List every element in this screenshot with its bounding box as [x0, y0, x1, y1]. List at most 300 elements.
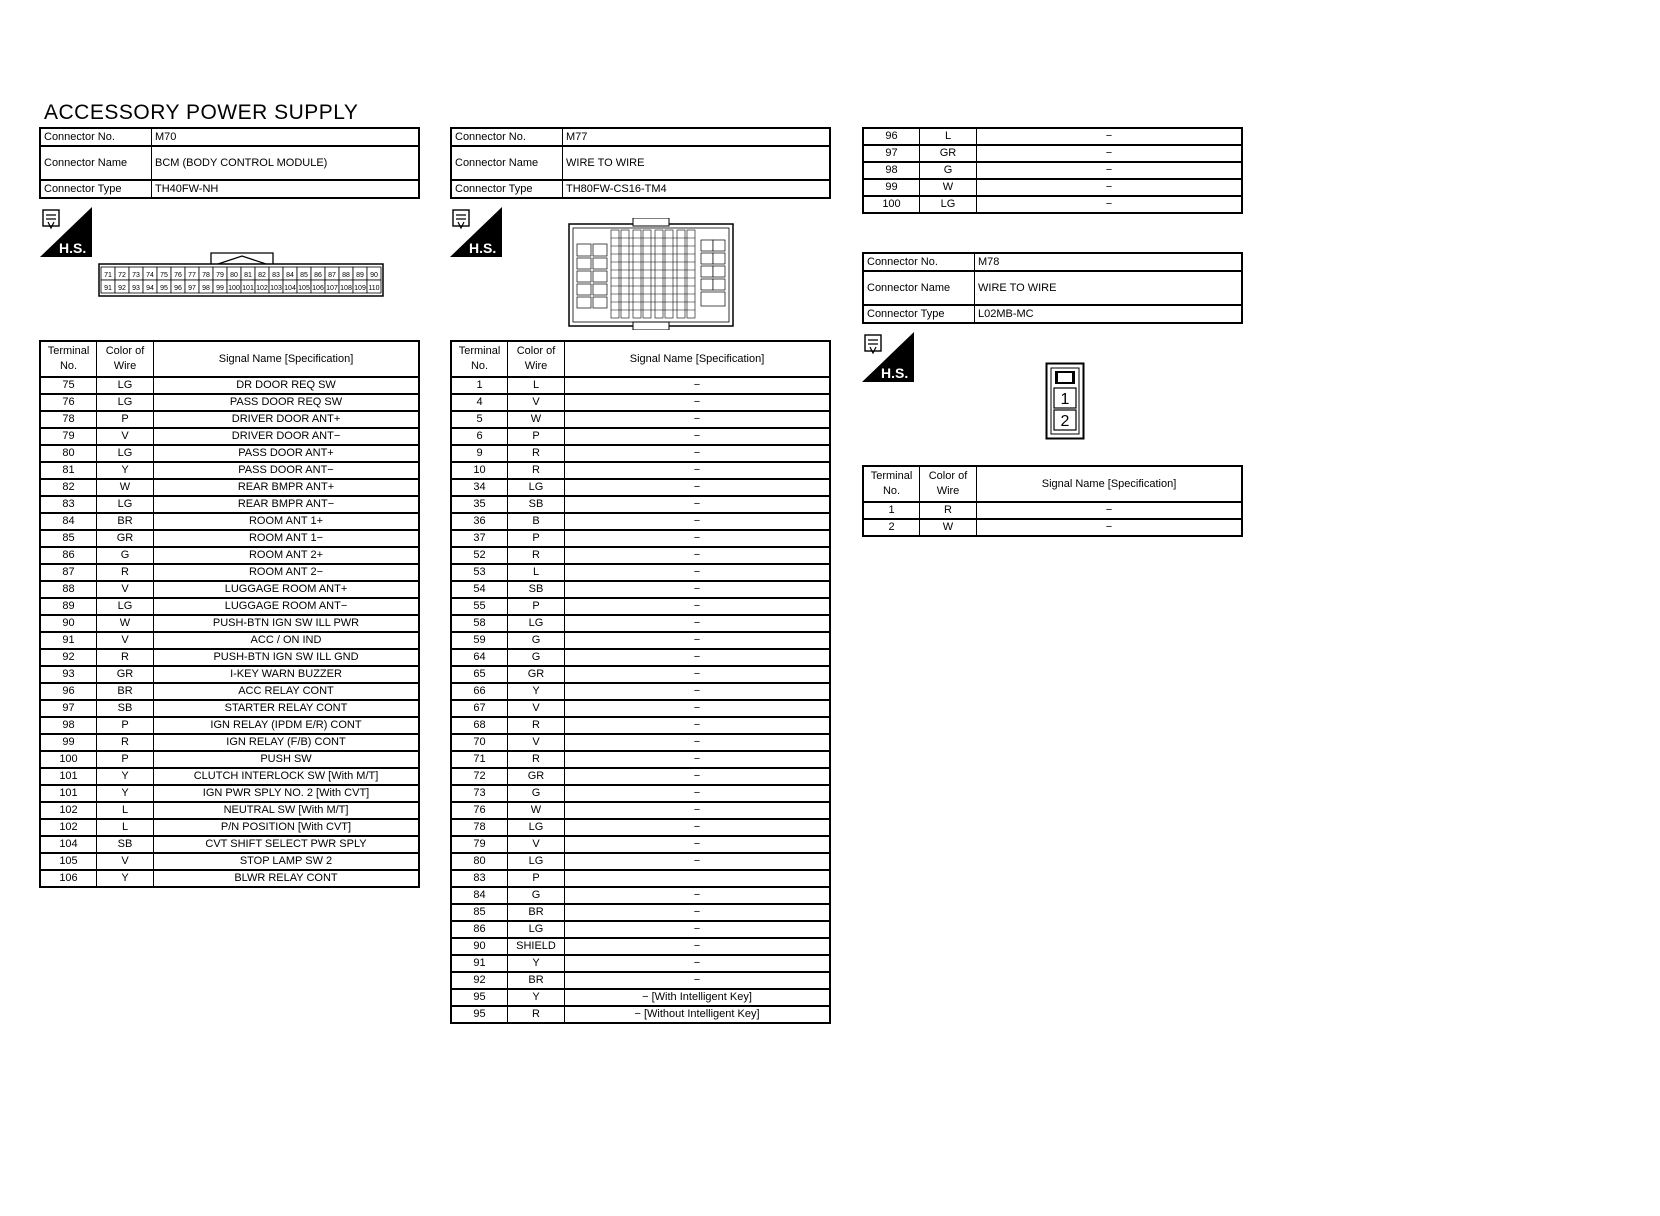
connector-pin-label: 98	[202, 285, 210, 292]
signal-name-cell: −	[565, 377, 831, 394]
signal-name-cell: NEUTRAL SW [With M/T]	[154, 802, 420, 819]
table-row	[451, 955, 830, 972]
table-row	[863, 502, 1242, 519]
terminal-no-cell: 37	[451, 530, 508, 547]
wire-color-cell: R	[508, 547, 565, 564]
table-row	[451, 394, 830, 411]
terminal-no-cell: 97	[863, 145, 920, 162]
connector-pin-label: 101	[242, 285, 254, 292]
table-row	[40, 530, 419, 547]
terminal-no-cell: 84	[451, 887, 508, 904]
signal-name-cell: −	[565, 972, 831, 989]
signal-name-header: Signal Name [Specification]	[565, 341, 831, 377]
table-row	[40, 462, 419, 479]
connector-name-label: Connector Name	[863, 271, 975, 305]
wire-color-cell: R	[508, 751, 565, 768]
table-row	[40, 734, 419, 751]
table-row	[451, 530, 830, 547]
signal-name-cell: DRIVER DOOR ANT+	[154, 411, 420, 428]
terminal-no-cell: 36	[451, 513, 508, 530]
m70-pin-rows	[40, 377, 419, 887]
table-row	[451, 649, 830, 666]
terminal-no-cell: 98	[863, 162, 920, 179]
signal-name-cell: REAR BMPR ANT−	[154, 496, 420, 513]
table-row	[863, 179, 1242, 196]
table-row	[451, 921, 830, 938]
wire-color-cell: W	[920, 179, 977, 196]
wire-color-cell: V	[508, 734, 565, 751]
wire-color-cell: P	[508, 870, 565, 887]
signal-name-cell: −	[565, 700, 831, 717]
connector-pin-label: 91	[104, 285, 112, 292]
signal-name-cell: PUSH-BTN IGN SW ILL GND	[154, 649, 420, 666]
table-row	[451, 377, 830, 394]
connector-type-value: TH40FW-NH	[152, 180, 420, 198]
signal-name-cell: −	[565, 921, 831, 938]
connector-pin-label: 92	[118, 285, 126, 292]
table-row	[451, 632, 830, 649]
wire-color-cell: R	[97, 564, 154, 581]
wire-color-cell: R	[508, 717, 565, 734]
connector-name-value: WIRE TO WIRE	[975, 271, 1243, 305]
table-row	[40, 394, 419, 411]
signal-name-cell: REAR BMPR ANT+	[154, 479, 420, 496]
terminal-no-cell: 54	[451, 581, 508, 598]
terminal-no-cell: 1	[451, 377, 508, 394]
table-row	[40, 683, 419, 700]
connector-pin-label: 81	[244, 272, 252, 279]
wire-color-cell: L	[97, 802, 154, 819]
wire-color-cell: V	[97, 581, 154, 598]
hs-text: H.S.	[59, 240, 87, 256]
terminal-no-cell: 4	[451, 394, 508, 411]
wire-color-cell: GR	[97, 530, 154, 547]
signal-name-cell: −	[565, 938, 831, 955]
table-row	[40, 836, 419, 853]
wire-color-cell: Y	[97, 768, 154, 785]
terminal-no-cell: 34	[451, 479, 508, 496]
connector-type-value: TH80FW-CS16-TM4	[563, 180, 831, 198]
m70-connector-info	[39, 127, 420, 199]
wire-color-cell: V	[97, 853, 154, 870]
m77-connector-info	[450, 127, 831, 199]
signal-name-cell: −	[565, 411, 831, 428]
signal-name-cell: −	[565, 768, 831, 785]
signal-name-cell: ROOM ANT 1−	[154, 530, 420, 547]
connector-name-label: Connector Name	[40, 146, 152, 180]
wire-color-cell: W	[920, 519, 977, 536]
signal-name-cell: −	[565, 904, 831, 921]
terminal-no-cell: 75	[40, 377, 97, 394]
terminal-no-cell: 78	[451, 819, 508, 836]
table-row	[451, 462, 830, 479]
table-row	[451, 972, 830, 989]
connector-pin-label: 106	[312, 285, 324, 292]
terminal-no-cell: 1	[863, 502, 920, 519]
signal-name-header: Signal Name [Specification]	[154, 341, 420, 377]
signal-name-cell: P/N POSITION [With CVT]	[154, 819, 420, 836]
connector-pin-label: 105	[298, 285, 310, 292]
table-row	[451, 581, 830, 598]
connector-pin-label: 97	[188, 285, 196, 292]
wire-color-cell: LG	[508, 853, 565, 870]
wire-color-cell: P	[508, 428, 565, 445]
connector-pin-label: 99	[216, 285, 224, 292]
wire-color-cell: BR	[97, 683, 154, 700]
color-of-wire-header: Color of Wire	[97, 341, 154, 377]
m78-pin-label-1: 1	[1060, 391, 1070, 408]
terminal-no-cell: 95	[451, 989, 508, 1006]
table-row	[451, 751, 830, 768]
terminal-no-cell: 96	[863, 128, 920, 145]
table-row	[863, 162, 1242, 179]
terminal-no-cell: 98	[40, 717, 97, 734]
terminal-no-cell: 72	[451, 768, 508, 785]
signal-name-cell: −	[565, 445, 831, 462]
terminal-no-cell: 96	[40, 683, 97, 700]
terminal-no-cell: 100	[863, 196, 920, 213]
table-row	[451, 564, 830, 581]
terminal-no-cell: 71	[451, 751, 508, 768]
terminal-no-cell: 80	[451, 853, 508, 870]
table-row	[451, 615, 830, 632]
table-row	[40, 632, 419, 649]
terminal-no-cell: 35	[451, 496, 508, 513]
table-row	[863, 519, 1242, 536]
terminal-no-cell: 65	[451, 666, 508, 683]
wire-color-cell: L	[508, 377, 565, 394]
connector-pin-label: 73	[132, 272, 140, 279]
terminal-no-cell: 106	[40, 870, 97, 887]
terminal-no-cell: 99	[40, 734, 97, 751]
terminal-no-cell: 95	[451, 1006, 508, 1023]
m77-pin-table	[450, 340, 831, 1024]
wire-color-cell: Y	[508, 683, 565, 700]
signal-name-cell: −	[565, 751, 831, 768]
color-of-wire-header: Color of Wire	[508, 341, 565, 377]
connector-no-value: M78	[975, 253, 1243, 271]
wire-color-cell: Y	[97, 870, 154, 887]
signal-name-cell: −	[565, 836, 831, 853]
terminal-no-cell: 97	[40, 700, 97, 717]
wire-color-cell: L	[508, 564, 565, 581]
signal-name-cell: IGN RELAY (IPDM E/R) CONT	[154, 717, 420, 734]
signal-name-cell: LUGGAGE ROOM ANT+	[154, 581, 420, 598]
terminal-no-cell: 67	[451, 700, 508, 717]
signal-name-cell: −	[565, 428, 831, 445]
table-row	[451, 734, 830, 751]
wire-color-cell: G	[97, 547, 154, 564]
signal-name-cell: −	[977, 179, 1243, 196]
wire-color-cell: V	[97, 428, 154, 445]
wire-color-cell: GR	[508, 768, 565, 785]
connector-pin-label: 103	[270, 285, 282, 292]
terminal-no-cell: 85	[451, 904, 508, 921]
connector-pin-label: 87	[328, 272, 336, 279]
connector-no-value: M77	[563, 128, 831, 146]
table-row	[451, 819, 830, 836]
connector-pin-label: 95	[160, 285, 168, 292]
table-row	[451, 547, 830, 564]
wire-color-cell: V	[508, 394, 565, 411]
connector-no-label: Connector No.	[40, 128, 152, 146]
terminal-no-cell: 90	[40, 615, 97, 632]
terminal-no-cell: 70	[451, 734, 508, 751]
signal-name-cell: ACC / ON IND	[154, 632, 420, 649]
wire-color-cell: GR	[920, 145, 977, 162]
connector-pin-label: 77	[188, 272, 196, 279]
terminal-no-header: Terminal No.	[40, 341, 97, 377]
hs-text: H.S.	[881, 365, 909, 381]
wire-color-cell: P	[97, 717, 154, 734]
signal-name-cell: −	[565, 615, 831, 632]
wire-color-cell: V	[508, 836, 565, 853]
signal-name-cell: −	[565, 581, 831, 598]
connector-pin-label: 71	[104, 272, 112, 279]
signal-name-cell: −	[565, 530, 831, 547]
connector-pin-label: 107	[326, 285, 338, 292]
signal-name-cell: −	[565, 853, 831, 870]
signal-name-cell: −	[565, 802, 831, 819]
table-row	[40, 649, 419, 666]
table-row	[40, 870, 419, 887]
signal-name-cell: −	[565, 683, 831, 700]
wire-color-cell: G	[920, 162, 977, 179]
terminal-no-cell: 89	[40, 598, 97, 615]
signal-name-cell: ROOM ANT 1+	[154, 513, 420, 530]
terminal-no-cell: 105	[40, 853, 97, 870]
connector-pin-label: 102	[256, 285, 268, 292]
connector-pin-label: 85	[300, 272, 308, 279]
terminal-no-cell: 91	[451, 955, 508, 972]
connector-pin-label: 83	[272, 272, 280, 279]
wire-color-cell: LG	[97, 598, 154, 615]
table-row	[863, 128, 1242, 145]
signal-name-cell: −	[565, 819, 831, 836]
wire-color-cell: R	[920, 502, 977, 519]
terminal-no-cell: 5	[451, 411, 508, 428]
wire-color-cell: LG	[97, 377, 154, 394]
table-row	[40, 496, 419, 513]
wire-color-cell: LG	[508, 479, 565, 496]
wire-color-cell: LG	[97, 496, 154, 513]
table-row	[40, 598, 419, 615]
terminal-no-cell: 88	[40, 581, 97, 598]
connector-name-value: WIRE TO WIRE	[563, 146, 831, 180]
table-row	[451, 768, 830, 785]
connector-pin-label: 96	[174, 285, 182, 292]
wire-color-cell: V	[97, 632, 154, 649]
connector-pin-label: 75	[160, 272, 168, 279]
wire-color-cell: G	[508, 785, 565, 802]
signal-name-cell: −	[565, 479, 831, 496]
wire-color-cell: W	[97, 479, 154, 496]
wire-color-cell: BR	[97, 513, 154, 530]
table-row	[40, 445, 419, 462]
table-row	[451, 785, 830, 802]
connector-pin-label: 82	[258, 272, 266, 279]
wire-color-cell: G	[508, 649, 565, 666]
terminal-no-cell: 52	[451, 547, 508, 564]
terminal-no-cell: 81	[40, 462, 97, 479]
connector-pin-label: 76	[174, 272, 182, 279]
connector-pin-label: 93	[132, 285, 140, 292]
table-row	[451, 598, 830, 615]
signal-name-cell: −	[565, 394, 831, 411]
connector-pin-label: 88	[342, 272, 350, 279]
wire-color-cell: W	[508, 411, 565, 428]
signal-name-cell	[565, 870, 831, 887]
signal-name-cell: −	[565, 462, 831, 479]
connector-pin-label: 78	[202, 272, 210, 279]
signal-name-cell: STOP LAMP SW 2	[154, 853, 420, 870]
connector-pin-label: 94	[146, 285, 154, 292]
signal-name-cell: −	[977, 128, 1243, 145]
signal-name-cell: −	[565, 887, 831, 904]
table-row	[40, 513, 419, 530]
wire-color-cell: Y	[508, 955, 565, 972]
m78-pin-table	[862, 465, 1243, 537]
connector-pin-label: 100	[228, 285, 240, 292]
wire-color-cell: P	[508, 598, 565, 615]
wire-color-cell: P	[97, 411, 154, 428]
signal-name-cell: STARTER RELAY CONT	[154, 700, 420, 717]
wire-color-cell: P	[97, 751, 154, 768]
table-row	[451, 700, 830, 717]
wire-color-cell: P	[508, 530, 565, 547]
wire-color-cell: SHIELD	[508, 938, 565, 955]
m77-continued-pin-rows	[863, 128, 1242, 213]
terminal-no-cell: 82	[40, 479, 97, 496]
connector-type-label: Connector Type	[40, 180, 152, 198]
connector-type-label: Connector Type	[863, 305, 975, 323]
terminal-no-cell: 79	[451, 836, 508, 853]
signal-name-cell: −	[565, 734, 831, 751]
harness-side-icon	[450, 207, 502, 257]
wire-color-cell: SB	[508, 581, 565, 598]
wire-color-cell: B	[508, 513, 565, 530]
connector-pin-label: 109	[354, 285, 366, 292]
wire-color-cell: SB	[97, 836, 154, 853]
table-row	[451, 887, 830, 904]
signal-name-cell: PUSH SW	[154, 751, 420, 768]
wire-color-cell: Y	[97, 785, 154, 802]
terminal-no-cell: 79	[40, 428, 97, 445]
signal-name-cell: LUGGAGE ROOM ANT−	[154, 598, 420, 615]
wire-color-cell: W	[508, 802, 565, 819]
terminal-no-cell: 76	[451, 802, 508, 819]
table-row	[863, 145, 1242, 162]
wire-color-cell: LG	[508, 819, 565, 836]
table-row	[451, 666, 830, 683]
terminal-no-cell: 84	[40, 513, 97, 530]
wire-color-cell: W	[97, 615, 154, 632]
table-row	[40, 785, 419, 802]
m78-pin-label-2: 2	[1060, 413, 1070, 430]
connector-type-value: L02MB-MC	[975, 305, 1243, 323]
table-row	[40, 700, 419, 717]
wire-color-cell: GR	[508, 666, 565, 683]
terminal-no-cell: 100	[40, 751, 97, 768]
terminal-no-cell: 93	[40, 666, 97, 683]
connector-pin-label: 90	[370, 272, 378, 279]
m78-connector-info	[862, 252, 1243, 324]
table-row	[451, 836, 830, 853]
signal-name-cell: −	[977, 519, 1243, 536]
signal-name-cell: −	[977, 162, 1243, 179]
terminal-no-cell: 2	[863, 519, 920, 536]
table-row	[40, 411, 419, 428]
signal-name-cell: PASS DOOR ANT−	[154, 462, 420, 479]
signal-name-cell: ROOM ANT 2−	[154, 564, 420, 581]
signal-name-cell: DRIVER DOOR ANT−	[154, 428, 420, 445]
terminal-no-cell: 102	[40, 819, 97, 836]
terminal-no-cell: 9	[451, 445, 508, 462]
wire-color-cell: R	[508, 445, 565, 462]
terminal-no-cell: 73	[451, 785, 508, 802]
connector-pin-label: 108	[340, 285, 352, 292]
signal-name-cell: −	[565, 598, 831, 615]
signal-name-cell: −	[977, 502, 1243, 519]
connector-pin-label: 72	[118, 272, 126, 279]
table-row	[40, 581, 419, 598]
wire-color-cell: GR	[97, 666, 154, 683]
table-row	[40, 479, 419, 496]
signal-name-cell: −	[977, 145, 1243, 162]
table-row	[40, 819, 419, 836]
terminal-no-cell: 101	[40, 785, 97, 802]
terminal-no-cell: 85	[40, 530, 97, 547]
signal-name-cell: −	[565, 513, 831, 530]
signal-name-cell: PASS DOOR ANT+	[154, 445, 420, 462]
wire-color-cell: BR	[508, 904, 565, 921]
connector-name-label: Connector Name	[451, 146, 563, 180]
signal-name-cell: −	[565, 632, 831, 649]
terminal-no-cell: 102	[40, 802, 97, 819]
signal-name-cell: −	[565, 649, 831, 666]
table-row	[451, 717, 830, 734]
signal-name-cell: − [Without Intelligent Key]	[565, 1006, 831, 1023]
terminal-no-cell: 10	[451, 462, 508, 479]
signal-name-cell: −	[565, 785, 831, 802]
table-row	[451, 411, 830, 428]
terminal-no-cell: 55	[451, 598, 508, 615]
table-row	[40, 666, 419, 683]
signal-name-cell: ACC RELAY CONT	[154, 683, 420, 700]
wire-color-cell: R	[508, 1006, 565, 1023]
table-row	[863, 196, 1242, 213]
terminal-no-cell: 86	[451, 921, 508, 938]
wire-color-cell: R	[97, 734, 154, 751]
connector-pin-label: 89	[356, 272, 364, 279]
page-title: ACCESSORY POWER SUPPLY	[44, 101, 359, 124]
signal-name-cell: ROOM ANT 2+	[154, 547, 420, 564]
wire-color-cell: LG	[508, 921, 565, 938]
signal-name-cell: −	[565, 547, 831, 564]
connector-pin-label: 74	[146, 272, 154, 279]
terminal-no-cell: 83	[40, 496, 97, 513]
table-row	[40, 717, 419, 734]
table-row	[451, 904, 830, 921]
signal-name-cell: −	[565, 955, 831, 972]
table-row	[451, 938, 830, 955]
m77-connector-face-diagram	[567, 218, 735, 335]
wire-color-cell: L	[920, 128, 977, 145]
harness-side-icon	[862, 332, 914, 382]
table-row	[40, 377, 419, 394]
terminal-no-cell: 80	[40, 445, 97, 462]
color-of-wire-header: Color of Wire	[920, 466, 977, 502]
